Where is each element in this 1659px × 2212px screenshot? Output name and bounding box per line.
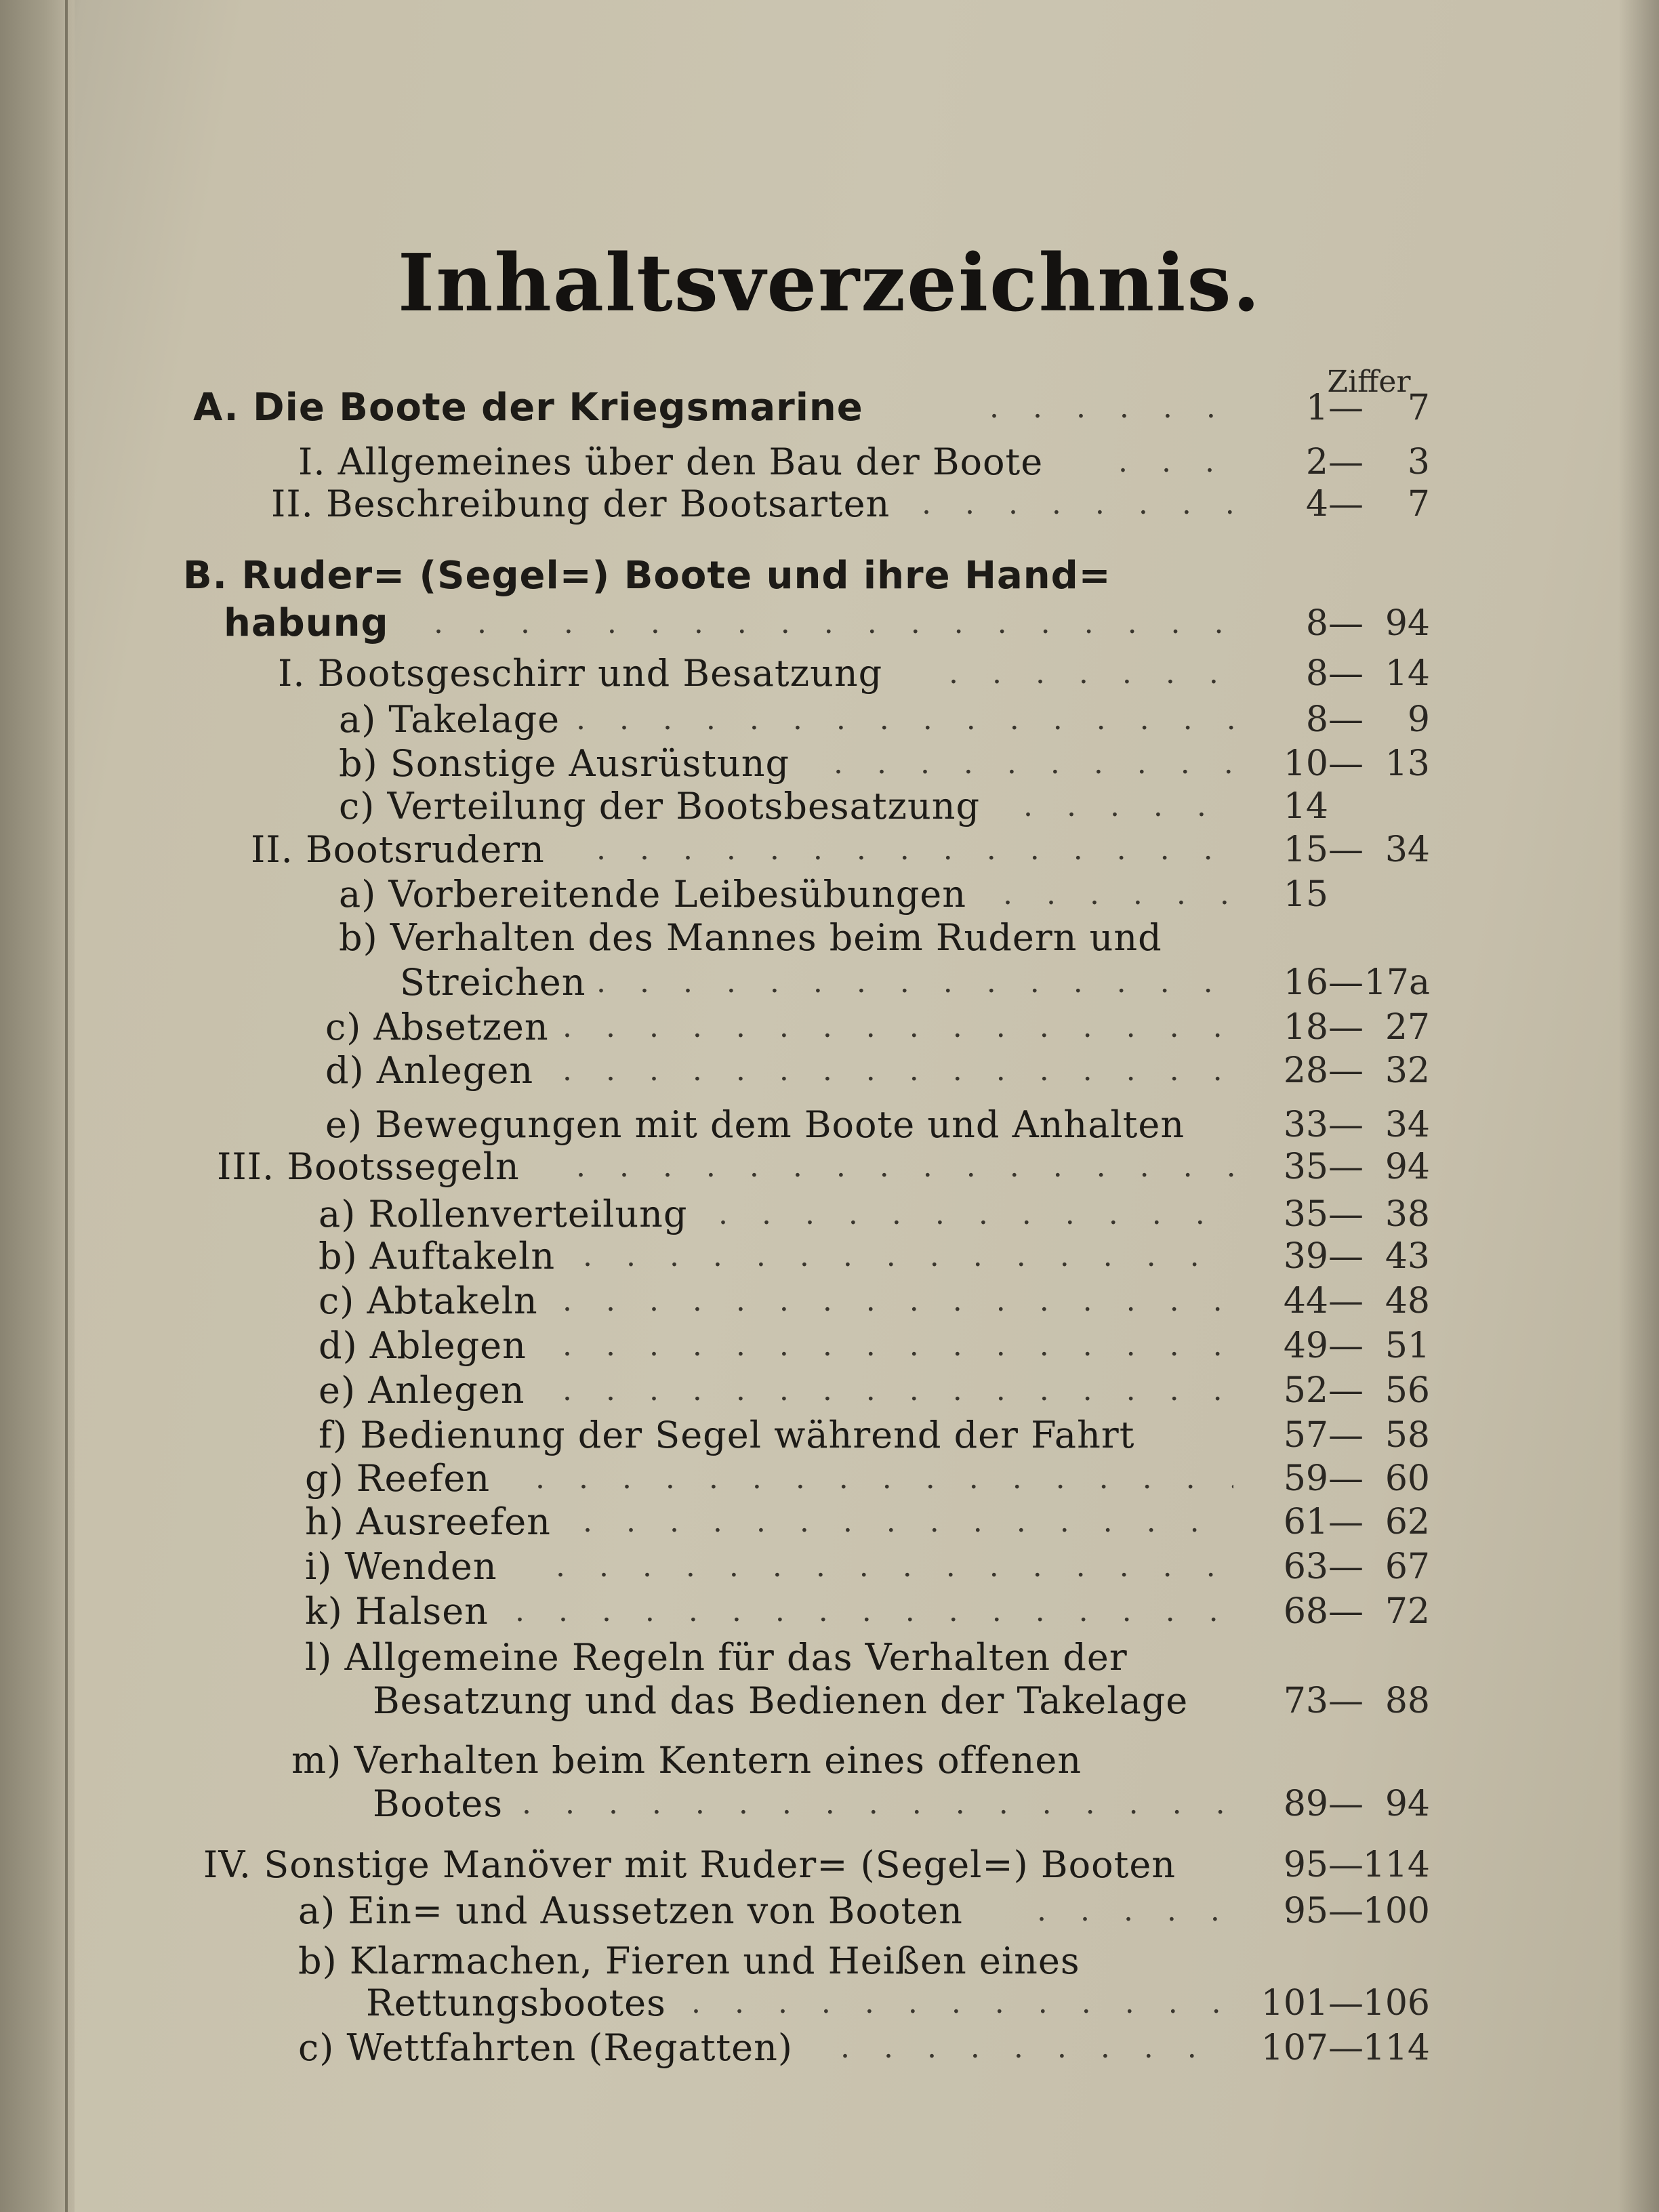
toc-entry-range	[1247, 1103, 1430, 1147]
toc-entry	[0, 1843, 1659, 1887]
range-end: 94	[1385, 1784, 1430, 1824]
toc-entry-range	[1247, 698, 1430, 741]
toc-entry-range	[1247, 1843, 1430, 1887]
range-start: 1	[1305, 388, 1328, 428]
toc-entry-label: c) Wettfahrten (Regatten)	[298, 2026, 793, 2069]
toc-entry	[0, 1049, 1659, 1092]
dot-leader	[583, 1500, 1233, 1544]
toc-entry-label: b) Klarmachen, Fieren und Heißen eines	[298, 1940, 1080, 1982]
toc-entry	[0, 873, 1659, 916]
toc-entry-label: f) Bedienung der Segel während der Fahrt	[319, 1414, 1135, 1456]
range-start: 101	[1261, 1983, 1328, 2024]
toc-entry-range	[1247, 483, 1430, 526]
range-end: 56	[1385, 1370, 1430, 1411]
toc-entry	[0, 961, 1659, 1004]
toc-entry	[0, 1414, 1659, 1457]
range-dash: —	[1328, 743, 1364, 784]
range-end: 106	[1362, 1983, 1430, 2024]
range-start: 59	[1283, 1458, 1328, 1499]
toc-entry-label: c) Absetzen	[325, 1006, 549, 1048]
toc-entry-label: d) Ablegen	[319, 1324, 527, 1367]
toc-entry	[0, 602, 1659, 645]
toc-entry-range	[1247, 1545, 1430, 1589]
toc-entry-range	[1247, 785, 1328, 828]
toc-entry-range	[1247, 652, 1430, 695]
toc-entry-label: III. Bootssegeln	[217, 1145, 520, 1188]
dot-leader	[562, 1279, 1233, 1323]
dot-leader	[596, 961, 1233, 1004]
toc-entry-label: l) Allgemeine Regeln für das Verhalten der	[305, 1636, 1128, 1679]
range-dash: —	[1328, 699, 1364, 740]
range-end: 34	[1385, 1105, 1430, 1145]
toc-entry	[0, 2026, 1659, 2070]
toc-entry	[0, 1235, 1659, 1278]
toc-entry	[0, 652, 1659, 695]
dot-leader	[949, 652, 1233, 695]
toc-entry	[0, 1145, 1659, 1189]
toc-entry	[0, 441, 1659, 484]
range-start: 2	[1305, 442, 1328, 483]
toc-entry-label: k) Halsen	[305, 1590, 489, 1633]
toc-entry-label: a) Ein= und Aussetzen von Booten	[298, 1889, 963, 1932]
toc-entry	[0, 1500, 1659, 1544]
toc-entry-range	[1247, 1500, 1430, 1544]
toc-entry-range	[1247, 441, 1430, 484]
toc-entry-label: IV. Sonstige Manöver mit Ruder= (Segel=) Booten	[203, 1843, 1176, 1886]
range-start: 61	[1283, 1502, 1328, 1542]
range-end: 7	[1407, 388, 1430, 428]
toc-entry-label: Bootes	[373, 1782, 504, 1825]
page-title: Inhaltsverzeichnis.	[397, 237, 1262, 329]
toc-entry-label: a) Vorbereitende Leibesübungen	[339, 873, 967, 916]
range-dash: —	[1328, 1050, 1364, 1091]
range-dash: —	[1328, 1105, 1364, 1145]
toc-entry-label: c) Abtakeln	[319, 1279, 538, 1322]
toc-entry	[0, 1982, 1659, 2025]
toc-entry	[0, 828, 1659, 872]
range-dash: —	[1328, 1007, 1364, 1048]
toc-entry-range	[1247, 742, 1430, 785]
range-start: 89	[1283, 1784, 1328, 1824]
toc-entry-label: Streichen	[400, 961, 586, 1004]
range-dash: —	[1328, 1845, 1364, 1885]
range-end: 13	[1385, 743, 1430, 784]
range-end: 38	[1385, 1194, 1430, 1235]
range-start: 10	[1283, 743, 1328, 784]
toc-entry-label: Besatzung und das Bedienen der Takelage	[373, 1679, 1189, 1722]
range-end: 14	[1385, 653, 1430, 694]
range-dash: —	[1328, 1326, 1364, 1366]
range-dash: —	[1328, 653, 1364, 694]
toc-entry-range	[1247, 1145, 1430, 1189]
range-end: 27	[1385, 1007, 1430, 1048]
range-end: 94	[1385, 603, 1430, 644]
range-dash: —	[1328, 442, 1364, 483]
range-end: 114	[1362, 2028, 1430, 2068]
toc-entry	[0, 1193, 1659, 1236]
range-end: 67	[1385, 1547, 1430, 1587]
dot-leader	[1023, 785, 1233, 828]
range-dash: —	[1328, 1681, 1364, 1721]
range-start: 18	[1283, 1007, 1328, 1048]
range-start: 8	[1305, 699, 1328, 740]
toc-entry-label: a) Rollenverteilung	[319, 1193, 688, 1235]
range-end: 72	[1385, 1591, 1430, 1632]
range-end: 9	[1407, 699, 1430, 740]
toc-entry	[0, 1636, 1659, 1679]
toc-entry-range	[1247, 1414, 1430, 1457]
dot-leader	[691, 1982, 1220, 2025]
range-dash: —	[1328, 962, 1364, 1003]
toc-entry	[0, 1279, 1659, 1323]
dot-leader	[562, 1049, 1233, 1092]
dot-leader	[562, 1369, 1233, 1412]
range-end: 7	[1407, 484, 1430, 525]
range-dash: —	[1328, 1891, 1364, 1931]
range-start: 15	[1283, 874, 1328, 915]
range-dash: —	[1328, 388, 1364, 428]
dot-leader	[989, 386, 1233, 430]
range-start: 33	[1283, 1105, 1328, 1145]
range-start: 95	[1283, 1891, 1328, 1931]
toc-entry	[0, 483, 1659, 526]
toc-entry	[0, 1545, 1659, 1589]
dot-leader	[562, 1324, 1233, 1368]
toc-entry-range	[1247, 1982, 1430, 2025]
range-dash: —	[1328, 484, 1364, 525]
range-dash: —	[1328, 830, 1364, 870]
range-dash: —	[1328, 1983, 1364, 2024]
range-end: 3	[1407, 442, 1430, 483]
toc-entry	[0, 386, 1659, 430]
range-start: 107	[1261, 2028, 1328, 2068]
toc-entry-label: b) Auftakeln	[319, 1235, 556, 1277]
dot-leader	[583, 1235, 1233, 1278]
toc-entry-range	[1247, 1049, 1430, 1092]
toc-entry	[0, 698, 1659, 741]
range-start: 95	[1283, 1845, 1328, 1885]
dot-leader	[840, 2026, 1220, 2070]
range-start: 57	[1283, 1415, 1328, 1456]
dot-leader	[562, 1006, 1233, 1049]
toc-entry-range	[1247, 1679, 1430, 1723]
range-start: 28	[1283, 1050, 1328, 1091]
toc-entry	[0, 1889, 1659, 1933]
range-end: 17a	[1364, 962, 1430, 1003]
toc-entry-label: h) Ausreefen	[305, 1500, 551, 1543]
range-dash: —	[1328, 1147, 1364, 1187]
toc-entry-label: m) Verhalten beim Kentern eines offenen	[291, 1739, 1082, 1782]
toc-entry-range	[1247, 1006, 1430, 1049]
toc-entry-label: d) Anlegen	[325, 1049, 534, 1092]
toc-entry	[0, 1590, 1659, 1633]
range-start: 39	[1283, 1236, 1328, 1277]
dot-leader	[1003, 873, 1233, 916]
range-end: 100	[1362, 1891, 1430, 1931]
toc-entry	[0, 1940, 1659, 1983]
toc-entry-label: i) Wenden	[305, 1545, 497, 1588]
range-start: 8	[1305, 603, 1328, 644]
toc-entry-label: A. Die Boote der Kriegsmarine	[193, 386, 863, 430]
toc-entry	[0, 1324, 1659, 1368]
toc-entry-label: g) Reefen	[305, 1457, 491, 1500]
range-end: 51	[1385, 1326, 1430, 1366]
toc-entry-label: Rettungsbootes	[366, 1982, 666, 2024]
range-start: 52	[1283, 1370, 1328, 1411]
range-dash: —	[1328, 1502, 1364, 1542]
toc-entry-range	[1247, 828, 1430, 872]
toc-entry-range	[1247, 2026, 1430, 2070]
range-end: 60	[1385, 1458, 1430, 1499]
dot-leader	[1118, 441, 1233, 484]
range-end: 43	[1385, 1236, 1430, 1277]
toc-entry	[0, 1782, 1659, 1826]
dot-leader	[718, 1193, 1233, 1236]
toc-entry-label: I. Bootsgeschirr und Besatzung	[278, 652, 883, 695]
range-end: 58	[1385, 1415, 1430, 1456]
toc-entry-range	[1247, 1369, 1430, 1412]
range-dash: —	[1328, 1458, 1364, 1499]
toc-entry	[0, 1103, 1659, 1147]
toc-entry	[0, 554, 1659, 598]
range-dash: —	[1328, 603, 1364, 644]
range-dash: —	[1328, 1415, 1364, 1456]
toc-entry-label: c) Verteilung der Bootsbesatzung	[339, 785, 981, 827]
toc-entry-range	[1247, 386, 1430, 430]
dot-leader	[596, 828, 1233, 872]
dot-leader	[922, 483, 1233, 526]
range-start: 49	[1283, 1326, 1328, 1366]
range-dash: —	[1328, 1591, 1364, 1632]
range-start: 14	[1283, 786, 1328, 827]
dot-leader	[1037, 1889, 1233, 1933]
toc-entry-label: habung	[224, 601, 389, 645]
range-dash: —	[1328, 1194, 1364, 1235]
toc-entry-range	[1247, 1590, 1430, 1633]
range-end: 48	[1385, 1281, 1430, 1322]
range-dash: —	[1328, 1370, 1364, 1411]
toc-entry-label: b) Verhalten des Mannes beim Rudern und	[339, 916, 1162, 959]
range-end: 62	[1385, 1502, 1430, 1542]
toc-entry-range	[1247, 873, 1328, 916]
dot-leader	[522, 1782, 1233, 1826]
range-start: 35	[1283, 1147, 1328, 1187]
range-end: 114	[1362, 1845, 1430, 1885]
toc-entry	[0, 1457, 1659, 1500]
range-end: 32	[1385, 1050, 1430, 1091]
dot-leader	[434, 602, 1233, 645]
toc-entry-label: II. Beschreibung der Bootsarten	[271, 483, 890, 525]
range-end: 88	[1385, 1681, 1430, 1721]
range-start: 4	[1305, 484, 1328, 525]
range-start: 63	[1283, 1547, 1328, 1587]
range-start: 68	[1283, 1591, 1328, 1632]
range-start: 16	[1283, 962, 1328, 1003]
toc-entry	[0, 1679, 1659, 1723]
dot-leader	[576, 698, 1233, 741]
toc-entry-range	[1247, 602, 1430, 645]
range-dash: —	[1328, 1281, 1364, 1322]
toc-entry-range	[1247, 1235, 1430, 1278]
column-header-ziffer: Ziffer	[1327, 365, 1411, 399]
toc-entry	[0, 1006, 1659, 1049]
toc-entry-label: e) Anlegen	[319, 1369, 525, 1412]
range-dash: —	[1328, 1784, 1364, 1824]
range-dash: —	[1328, 2028, 1364, 2068]
toc-entry-range	[1247, 1457, 1430, 1500]
toc-entry	[0, 1369, 1659, 1412]
toc-entry-label: e) Bewegungen mit dem Boote und Anhalten	[325, 1103, 1185, 1146]
toc-entry-label: II. Bootsrudern	[251, 828, 545, 871]
dot-leader	[834, 742, 1233, 785]
range-start: 8	[1305, 653, 1328, 694]
range-start: 35	[1283, 1194, 1328, 1235]
toc-entry-range	[1247, 1782, 1430, 1826]
toc-entry-range	[1247, 1279, 1430, 1323]
toc-entry-label: b) Sonstige Ausrüstung	[339, 742, 790, 785]
dot-leader	[535, 1457, 1233, 1500]
toc-entry	[0, 1739, 1659, 1782]
range-dash: —	[1328, 1236, 1364, 1277]
dot-leader	[576, 1145, 1233, 1189]
range-dash: —	[1328, 1547, 1364, 1587]
toc-entry-range	[1247, 1889, 1430, 1933]
range-start: 73	[1283, 1681, 1328, 1721]
toc-entry-label: B. Ruder= (Segel=) Boote und ihre Hand=	[183, 554, 1111, 598]
toc-entry-range	[1247, 1324, 1430, 1368]
range-start: 15	[1283, 830, 1328, 870]
range-end: 94	[1385, 1147, 1430, 1187]
toc-entry-label: a) Takelage	[339, 698, 560, 741]
range-start: 44	[1283, 1281, 1328, 1322]
toc-entry-range	[1247, 961, 1430, 1004]
dot-leader	[556, 1545, 1233, 1589]
dot-leader	[515, 1590, 1233, 1633]
toc-entry	[0, 785, 1659, 828]
toc-entry	[0, 742, 1659, 785]
toc-entry	[0, 916, 1659, 960]
toc-entry-range	[1247, 1193, 1430, 1236]
range-end: 34	[1385, 830, 1430, 870]
toc-entry-label: I. Allgemeines über den Bau der Boote	[298, 441, 1044, 483]
